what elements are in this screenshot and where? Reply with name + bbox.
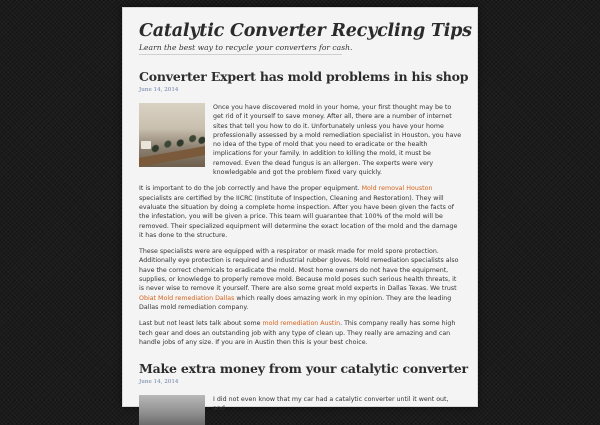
post-title[interactable]: Make extra money from your catalytic converter	[139, 361, 468, 377]
post	[139, 361, 468, 425]
paragraph-text: These specialists were are equipped with a respirator or mask made for mold spore protection. Additionally eye protection is required and industrial rubber gloves. Mold remediation specialists also have the correct chemicals to eradicate the mold. Most home owners do not have the equipment, supplies, or knowledge to properly remove mold. Because mold poses such serious health threats, it is never wise to remove it yourself. There are also some great mold experts in Dallas Texas. We trust	[139, 248, 459, 293]
post-title[interactable]: Converter Expert has mold problems in his shop	[139, 69, 469, 84]
post-date: June 14, 2014	[139, 87, 179, 93]
content-area	[123, 55, 477, 425]
paragraph-text: which really does amazing work in my opinion. They are the leading Dallas mold remediation company.	[139, 294, 452, 311]
post-intro-text: I did not even know that my car had a catalytic converter until it went out, and	[213, 396, 449, 413]
paragraph-text: specialists are certified by the IICRC (Institute of Inspection, Cleaning and Restoration). They will evaluate the situation by doing a complete home inspection. After you have been given the facts of the infestation, you will be given a price. This team will guarantee that 100% of the mold will be removed. Their specialized equipment will determine the exact location of the mold and the damage it has done to the structure.	[139, 194, 458, 239]
post-paragraph	[139, 319, 462, 347]
post-intro-row	[139, 395, 462, 425]
mold-remediation-austin-link[interactable]: mold remediation Austin	[262, 320, 341, 328]
post-date: June 14, 2014	[139, 379, 179, 386]
post-thumbnail-image	[139, 103, 205, 167]
page-container	[122, 7, 478, 413]
post-paragraph	[139, 184, 462, 240]
post-thumbnail-image	[139, 395, 205, 425]
site-title[interactable]: Catalytic Converter Recycling Tips	[139, 21, 472, 41]
post-intro-text: Once you have discovered mold in your home, your first thought may be to get rid of it yourself to save money. After all, there are a number of internet sites that tell you how to do it. Unfortunately unless you have your home professionally assessed by a mold remediation specialist in Houston, you have no idea of the type of mold that you need to eradicate or the health implications for your family. In addition to killing the mold, it must be removed. Even the dead fungus is an allergen. The experts were very knowledgable and got the problem fixed vary quickly.	[213, 104, 462, 177]
obiat-mold-remediation-dallas-link[interactable]: Obiat Mold remediation Dallas	[139, 294, 235, 302]
post	[139, 69, 469, 347]
paragraph-text: Last but not least lets talk about some	[139, 320, 263, 328]
site-header	[123, 8, 477, 55]
paragraph-text: It is important to do the job correctly and have the proper equipment.	[139, 185, 362, 193]
post-paragraph	[139, 247, 462, 312]
post-intro-row	[139, 103, 462, 177]
bucket-graphic	[141, 141, 151, 149]
mold-removal-houston-link[interactable]: Mold removal Houston	[361, 185, 433, 193]
paragraph-text: . This company really has some high tech gear and does an outstanding job with any type of clean up. They really are amazing and can handle jobs of any size. If you are in Austin then this is your best choice.	[139, 320, 456, 346]
site-description: Learn the best way to recycle your converters for cash.	[139, 43, 342, 55]
